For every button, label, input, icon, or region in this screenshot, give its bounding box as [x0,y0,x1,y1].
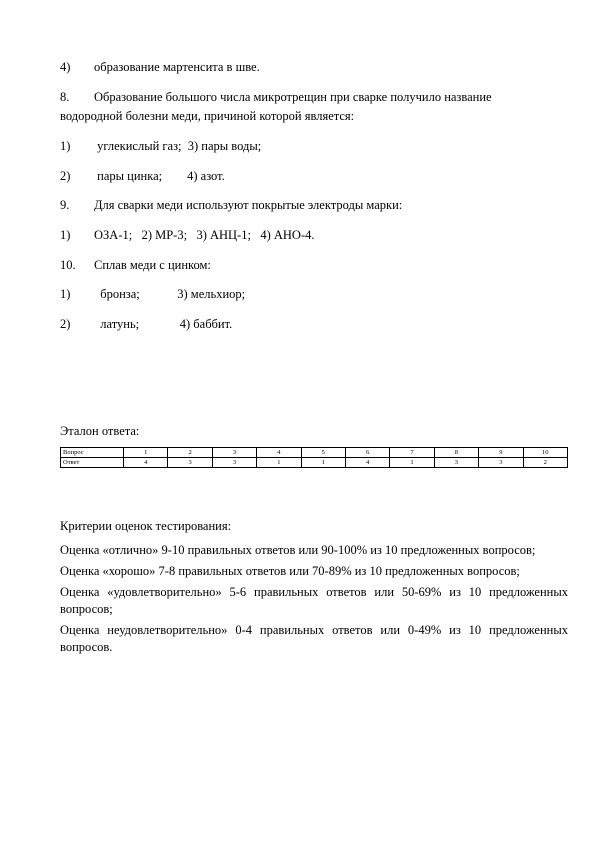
answer-key-title: Эталон ответа: [60,424,140,438]
answer-key-answer-cell: 4 [124,458,168,468]
answer-key-question-cell: 4 [257,448,301,458]
question-8: 8. Образование большого числа микротрещин при сварке получило название [60,90,492,104]
criteria-unsatisfactory: Оценка неудовлетворительно» 0-4 правильных ответов или 0-49% из 10 предложенных вопросов. [60,623,568,654]
answer-key-question-cell: 7 [390,448,434,458]
answer-key-question-cell: 10 [523,448,567,458]
criteria-list [60,542,568,660]
answer-key-answer-cell: 1 [257,458,301,468]
answer-key-question-cell: 6 [345,448,389,458]
criteria-good: Оценка «хорошо» 7-8 правильных ответов или 70-89% из 10 предложенных вопросов; [60,564,520,578]
question-10: 10. Сплав меди с цинком: [60,258,211,272]
question-8-continued: водородной болезни меди, причиной которой является: [60,109,355,123]
answer-key-question-cell: 3 [212,448,256,458]
answer-key-table [60,447,568,468]
answer-key-answer-cell: 3 [168,458,212,468]
answer-key-row-label: Вопрос [61,448,124,458]
question-8-options-1: 1) углекислый газ; 3) пары воды; [60,139,262,153]
criteria-satisfactory: Оценка «удовлетворительно» 5-6 правильных ответов или 50-69% из 10 предложенных вопросов; [60,585,568,616]
answer-key-row-label: Ответ [61,458,124,468]
question-4-option-4: 4) образование мартенсита в шве. [60,60,260,74]
question-10-options-2: 2) латунь; 4) баббит. [60,317,233,331]
criteria-excellent: Оценка «отлично» 9-10 правильных ответов или 90-100% из 10 предложенных вопросов; [60,543,536,557]
answer-key-answer-cell: 1 [390,458,434,468]
question-10-options-1: 1) бронза; 3) мельхиор; [60,287,246,301]
answer-key-questions-row [61,448,568,458]
question-9-options: 1) ОЗА-1; 2) МР-3; 3) АНЦ-1; 4) АНО-4. [60,228,315,242]
criteria-title: Критерии оценок тестирования: [60,519,232,533]
answer-key-question-cell: 2 [168,448,212,458]
answer-key-answer-cell: 2 [523,458,567,468]
answer-key-answer-cell: 3 [212,458,256,468]
answer-key-question-cell: 5 [301,448,345,458]
answer-key-question-cell: 1 [124,448,168,458]
answer-key-answer-cell: 3 [434,458,478,468]
answer-key-answer-cell: 3 [479,458,523,468]
answer-key-question-cell: 9 [479,448,523,458]
answer-key-question-cell: 8 [434,448,478,458]
question-8-options-2: 2) пары цинка; 4) азот. [60,169,225,183]
answer-key-answers-row [61,458,568,468]
answer-key-answer-cell: 1 [301,458,345,468]
question-9: 9. Для сварки меди используют покрытые электроды марки: [60,198,403,212]
answer-key-answer-cell: 4 [345,458,389,468]
